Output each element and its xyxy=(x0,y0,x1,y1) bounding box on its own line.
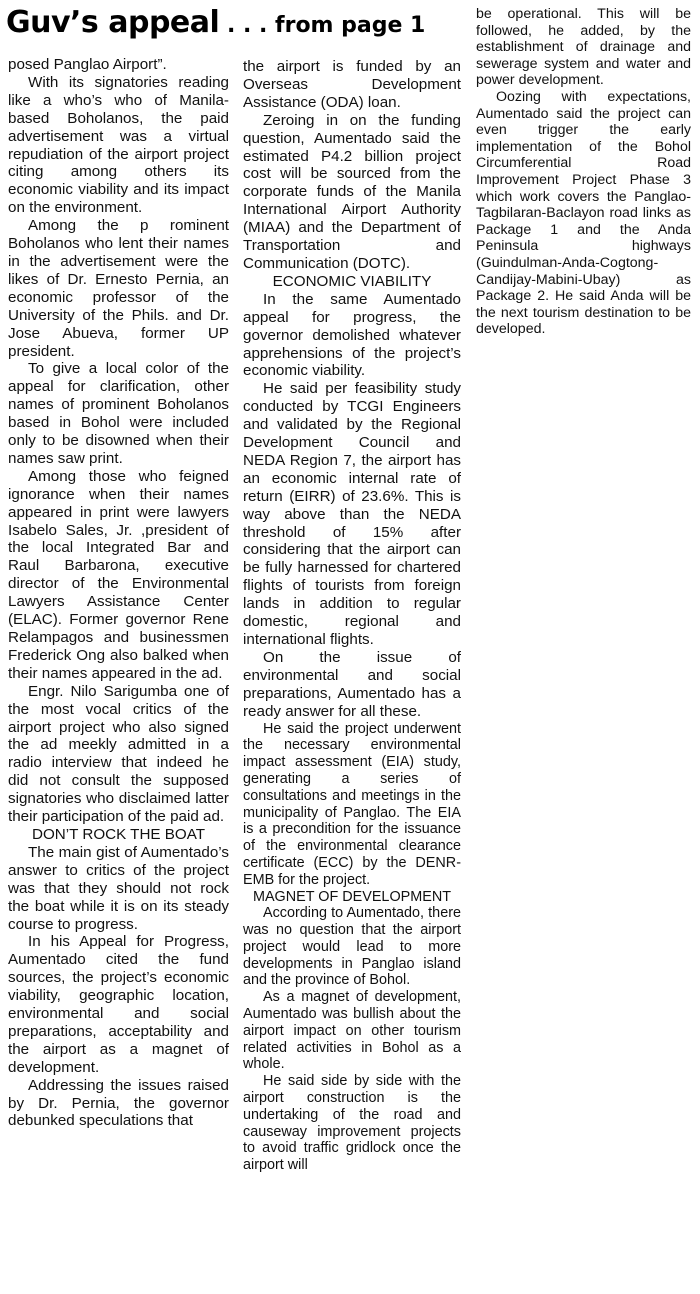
paragraph: As a magnet of development, Aumentado was bullish about the airport impact on other tourism related activities in Bohol as a whole. xyxy=(243,989,461,1073)
paragraph: Engr. Nilo Sarigumba one of the most vocal critics of the airport project who also signed the ad meekly admitted in a radio interview that indeed he did not consult the supposed signatories who disclaimed latter their participation of the paid ad. xyxy=(8,682,229,826)
paragraph: Oozing with expectations, Aumentado said the project can even trigger the early implementation of the Bohol Circumferential Road Improvement Project Phase 3 which work covers the Panglao-Tagbilaran-Baclayon road links as Package 1 and the Anda Peninsula highways (Guindulman-Anda-Cogtong-Candijay-Mabini-Ubay) as Package 2. He said Anda will be the next tourism destination to be developed. xyxy=(476,88,691,338)
section-subhead: DON’T ROCK THE BOAT xyxy=(32,825,205,843)
paragraph: Addressing the issues raised by Dr. Pernia, the governor debunked speculations that xyxy=(8,1076,229,1130)
paragraph: The main gist of Aumentado’s answer to critics of the project was that they should not rock the boat while it is on its steady course to progress. xyxy=(8,843,229,933)
paragraph: According to Aumentado, there was no question that the airport project would lead to more developments in Panglao island and the province of Bohol. xyxy=(243,905,461,989)
paragraph: He said per feasibility study conducted by TCGI Engineers and validated by the Regional Development Council and NEDA Region 7, the airport has an economic internal rate of return (EIRR) of 23.6%. This is way above than the NEDA threshold of 15% after considering that the airport can be fully harnessed for chartered flights of tourists from foreign lands in addition to regular domestic, regional and international flights. xyxy=(243,380,461,648)
paragraph: the airport is funded by an Overseas Development Assistance (ODA) loan. xyxy=(243,58,461,111)
article-column-1 xyxy=(8,56,229,1130)
headline-main: Guv’s appeal xyxy=(6,5,220,40)
paragraph: posed Panglao Airport”. xyxy=(8,56,167,73)
section-subhead: ECONOMIC VIABILITY xyxy=(272,272,432,290)
paragraph: Zeroing in on the funding question, Aumentado said the estimated P4.2 billion project cost will be sourced from the corporate funds of the Manila International Airport Authority (MIAA) and the Department of Transportation and Communication (DOTC). xyxy=(243,111,461,272)
headline-continuation: . . . from page 1 xyxy=(219,13,426,38)
paragraph: In his Appeal for Progress, Aumentado cited the fund sources, the project’s economic viability, geographic location, environmental and social preparations, acceptability and the airport as a magnet of development. xyxy=(8,933,229,1076)
paragraph: To give a local color of the appeal for clarification, other names of prominent Boholanos based in Bohol were included only to be disowned when their names saw print. xyxy=(8,360,229,467)
paragraph: In the same Aumentado appeal for progress, the governor demolished whatever apprehensions of the project’s economic viability. xyxy=(243,290,461,380)
section-subhead: MAGNET OF DEVELOPMENT xyxy=(252,888,452,905)
column-2-lower-block xyxy=(243,721,461,1175)
paragraph: He said the project underwent the necessary environmental impact assessment (EIA) study, generating a series of consultations and meetings in the municipality of Panglao. The EIA is a precondition for the issuance of the environmental clearance certificate (ECC) by the DENR-EMB for the project. xyxy=(243,720,461,888)
article-column-2 xyxy=(243,58,461,1174)
paragraph: On the issue of environmental and social preparations, Aumentado has a ready answer for all these. xyxy=(243,648,461,720)
article-column-3 xyxy=(476,6,691,338)
paragraph: be operational. This will be followed, he added, by the establishment of drainage and sewerage system and water and power development. xyxy=(476,6,691,89)
headline xyxy=(6,2,466,46)
paragraph: He said side by side with the airport construction is the undertaking of the road and causeway improvement projects to avoid traffic gridlock once the airport will xyxy=(243,1073,461,1174)
paragraph: With its signatories reading like a who’s who of Manila-based Boholanos, the paid advertisement was a virtual repudiation of the airport project citing among others its economic viability and its impact on the environment. xyxy=(8,73,229,217)
paragraph: Among those who feigned ignorance when their names appeared in print were lawyers Isabelo Sales, Jr. ,president of the local Integrated Bar and Raul Barbarona, executive director of the Environmental Lawyers Assistance Center (ELAC). Former governor Rene Relampagos and businessmen Frederick Ong also balked when their names appeared in the ad. xyxy=(8,467,229,682)
paragraph: Among the p rominent Boholanos who lent their names in the advertisement were the likes of Dr. Ernesto Pernia, an economic professor of the University of the Phils. and Dr. Jose Abueva, former UP president. xyxy=(8,217,229,360)
